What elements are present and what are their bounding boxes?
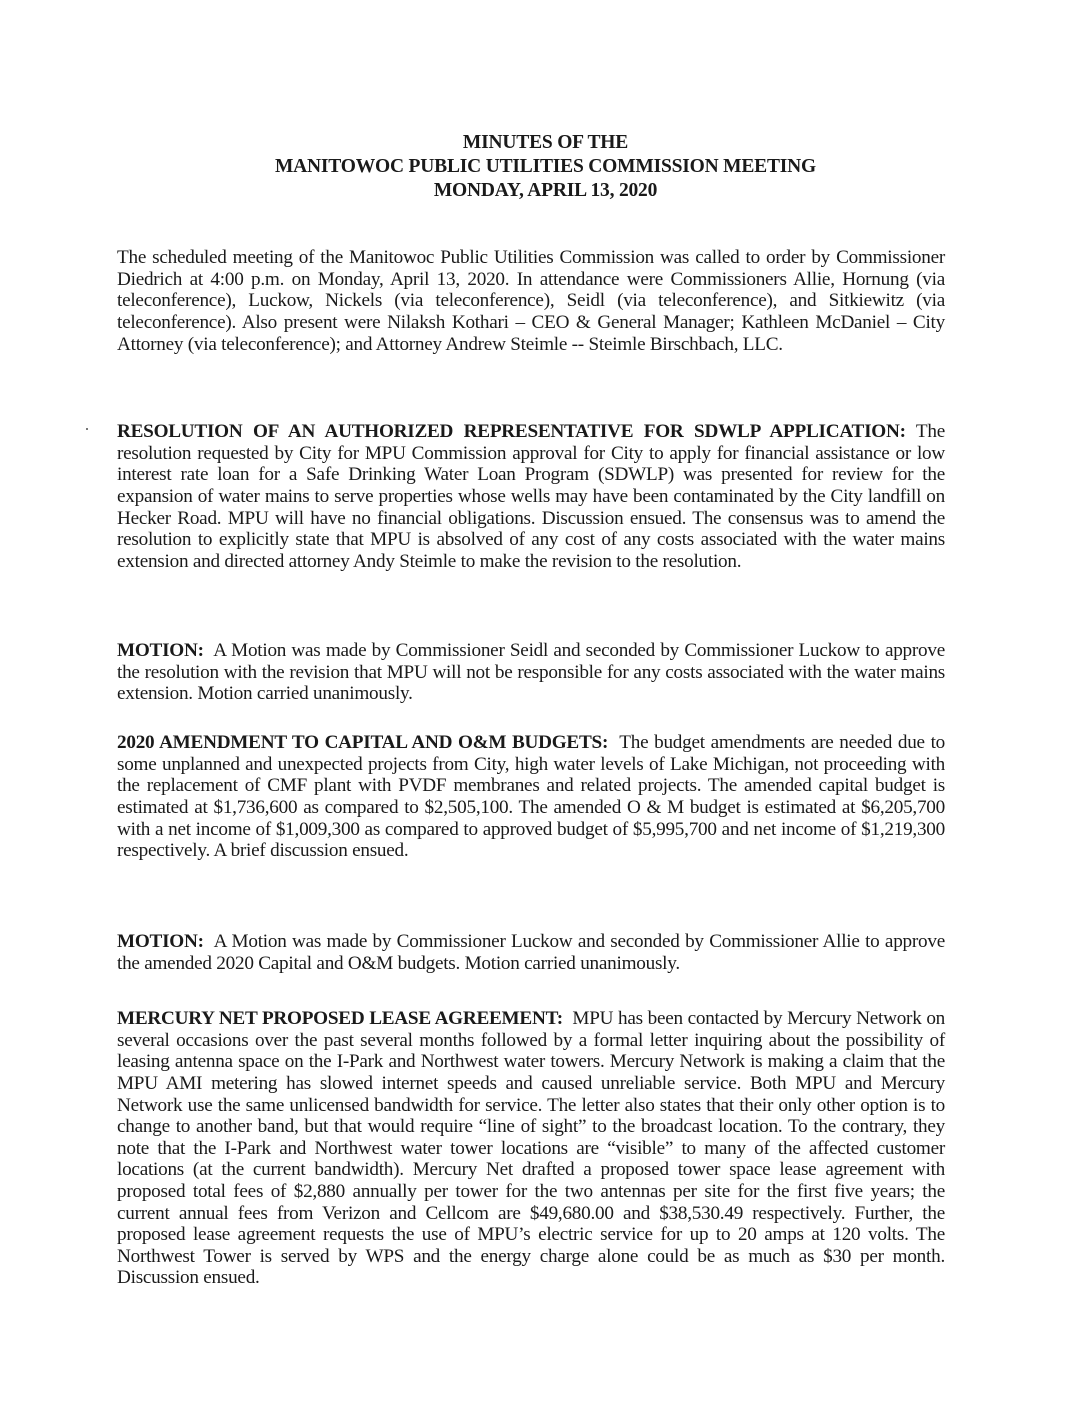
document-title <box>0 131 1091 203</box>
section-body: The resolution requested by City for MPU Commission approval for City to apply for financial assistance or low interest rate loan for a Safe Drinking Water Loan Program (SDWLP) was presented for review for the expansion of water mains to serve properties whose wells may have been contaminated by the City landfill on Hecker Road. MPU will have no financial obligations. Discussion ensued. The consensus was to amend the resolution to explicitly state that MPU is absolved of any cost of any costs associated with the water mains extension and directed attorney Andy Steimle to make the revision to the resolution. <box>117 421 945 572</box>
section-motion-budget <box>117 931 945 974</box>
section-body: A Motion was made by Commissioner Seidl and seconded by Commissioner Luckow to approve the resolution with the revision that MPU will not be responsible for any costs associated with the water mains extension. Motion carried unanimously. <box>117 640 945 705</box>
section-heading: MERCURY NET PROPOSED LEASE AGREEMENT: <box>117 1008 563 1030</box>
scan-speck <box>86 428 88 430</box>
section-heading: RESOLUTION OF AN AUTHORIZED REPRESENTATIVE FOR SDWLP APPLICATION: <box>117 421 906 443</box>
section-sdwlp-resolution <box>117 421 945 572</box>
title-line-minutes: MINUTES OF THE <box>462 132 629 153</box>
title-line-date: MONDAY, APRIL 13, 2020 <box>433 180 658 201</box>
title-line-commission: MANITOWOC PUBLIC UTILITIES COMMISSION MEETING <box>274 156 817 177</box>
section-body: The budget amendments are needed due to some unplanned and unexpected projects from City, high water levels of Lake Michigan, not proceeding with the replacement of CMF plant with PVDF membranes and related projects. The amended capital budget is estimated at $1,736,600 as compared to $2,505,100. The amended O & M budget is estimated at $6,205,700 with a net income of $1,009,300 as compared to approved budget of $5,995,700 and net income of $1,219,300 respectively. A brief discussion ensued. <box>117 732 946 862</box>
section-budget-amendment <box>117 732 945 862</box>
intro-paragraph: The scheduled meeting of the Manitowoc Public Utilities Commission was called to order by Commissioner Diedrich at 4:00 p.m. on Monday, April 13, 2020. In attendance were Commissioners Allie, Hornung (via teleconference), Luckow, Nickels (via teleconference), Seidl (via teleconference), and Sitkiewitz (via teleconference). Also present were Nilaksh Kothari – CEO & General Manager; Kathleen McDaniel – City Attorney (via teleconference); and Attorney Andrew Steimle -- Steimle Birschbach, LLC. <box>117 247 945 355</box>
section-heading: MOTION: <box>117 931 204 953</box>
section-heading: MOTION: <box>117 640 204 662</box>
section-motion-resolution <box>117 640 945 705</box>
section-body: MPU has been contacted by Mercury Network on several occasions over the past several months followed by a formal letter inquiring about the possibility of leasing antenna space on the I-Park and Northwest water towers. Mercury Network is making a claim that the MPU AMI metering has slowed internet speeds and caused unreliable service. Both MPU and Mercury Network use the same unlicensed bandwidth for service. The letter also states that their only other option is to change to another band, but that would require “line of sight” to the broadcast location. To the contrary, they note that the I-Park and Northwest water tower locations are “visible” to many of the affected customer locations (at the current bandwidth). Mercury Net drafted a proposed tower space lease agreement with proposed total fees of $2,880 annually per tower for the two antennas per site for the first five years; the current annual fees from Verizon and Cellcom are $49,680.00 and $38,530.49 respectively. Further, the proposed lease agreement requests the use of MPU’s electric service for up to 20 amps at 120 volts. The Northwest Tower is served by WPS and the energy charge alone could be as much as $30 per month. Discussion ensued. <box>117 1008 946 1289</box>
section-mercury-lease <box>117 1008 945 1289</box>
section-heading: 2020 AMENDMENT TO CAPITAL AND O&M BUDGETS: <box>117 732 609 754</box>
section-body: A Motion was made by Commissioner Luckow and seconded by Commissioner Allie to approve the amended 2020 Capital and O&M budgets. Motion carried unanimously. <box>117 931 945 974</box>
